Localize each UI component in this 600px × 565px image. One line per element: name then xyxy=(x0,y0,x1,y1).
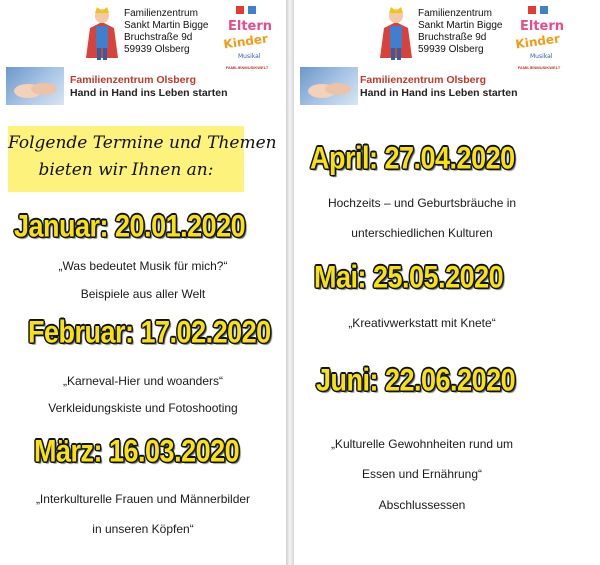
address-line: 59939 Olsberg xyxy=(124,44,190,55)
flyer-page-right xyxy=(294,0,600,565)
logo-subtitle: FAMILIENMUSIKWELT xyxy=(517,65,561,70)
address-line: Sankt Martin Bigge xyxy=(124,20,209,31)
logo-text: Kinder xyxy=(222,31,269,52)
flyer-page-left xyxy=(0,0,286,565)
logo-note-icon xyxy=(540,6,548,14)
logo-note-icon xyxy=(236,6,244,14)
logo-subtitle: FAMILIENMUSIKWELT xyxy=(225,65,269,70)
eltern-kinder-logo xyxy=(222,6,272,70)
mascot-icon xyxy=(84,4,120,64)
event-line: „Karneval-Hier und woanders“ xyxy=(62,374,224,388)
logo-text: Musikal xyxy=(238,53,261,60)
flyer-header xyxy=(0,0,286,110)
event-line: „Was bedeutet Musik für mich?“ xyxy=(58,259,228,273)
event-line: Hochzeits – und Geburtsbräuche in xyxy=(327,196,517,210)
event-line: Essen und Ernährung“ xyxy=(361,467,483,481)
event-line: Verkleidungskiste und Fotoshooting xyxy=(48,401,238,415)
center-name: Familienzentrum Olsberg xyxy=(70,74,197,86)
hands-photo xyxy=(300,67,358,105)
event-date: Mai: 25.05.2020 xyxy=(314,259,504,295)
intro-line: bieten wir Ihnen an: xyxy=(38,160,214,180)
event-line: „Kulturelle Gewohnheiten rund um xyxy=(330,437,514,451)
address-line: Sankt Martin Bigge xyxy=(418,20,503,31)
address-block xyxy=(418,8,503,56)
event-date: Juni: 22.06.2020 xyxy=(316,362,516,398)
event-line: unterschiedlichen Kulturen xyxy=(351,226,493,240)
logo-text: Eltern xyxy=(520,19,564,34)
address-line: Familienzentrum xyxy=(418,8,492,19)
logo-text: Eltern xyxy=(228,19,272,34)
address-line: 59939 Olsberg xyxy=(418,44,484,55)
mascot-icon xyxy=(378,4,414,64)
event-line: Beispiele aus aller Welt xyxy=(80,287,206,301)
event-date: Januar: 20.01.2020 xyxy=(14,208,246,244)
address-block xyxy=(124,8,209,56)
event-line: „Interkulturelle Frauen und Männerbilder xyxy=(35,492,251,506)
address-line: Bruchstraße 9d xyxy=(418,32,487,43)
address-line: Bruchstraße 9d xyxy=(124,32,193,43)
center-name: Familienzentrum Olsberg xyxy=(360,74,487,86)
logo-note-icon xyxy=(528,6,536,14)
event-date: März: 16.03.2020 xyxy=(34,433,240,469)
flyer-header xyxy=(294,0,600,110)
event-line: „Kreativwerkstatt mit Knete“ xyxy=(348,316,496,330)
logo-text: Musikal xyxy=(530,53,553,60)
hands-photo xyxy=(6,67,64,105)
event-line: in unseren Köpfen“ xyxy=(92,522,194,536)
eltern-kinder-logo xyxy=(514,6,564,70)
address-line: Familienzentrum xyxy=(124,8,198,19)
logo-text: Kinder xyxy=(514,31,561,52)
tagline: Hand in Hand ins Leben starten xyxy=(360,87,518,99)
intro-line: Folgende Termine und Themen xyxy=(8,133,277,153)
event-line: Abschlussessen xyxy=(378,498,466,512)
logo-note-icon xyxy=(248,6,256,14)
page-fold xyxy=(286,0,294,565)
tagline: Hand in Hand ins Leben starten xyxy=(70,87,228,99)
event-date: Februar: 17.02.2020 xyxy=(28,314,271,350)
event-date: April: 27.04.2020 xyxy=(310,140,515,176)
